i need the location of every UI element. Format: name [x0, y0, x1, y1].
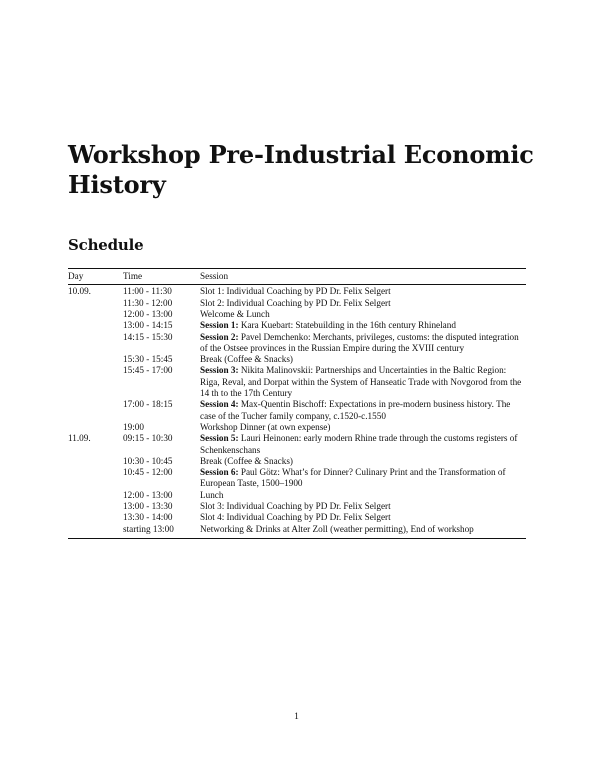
cell-session: [200, 433, 526, 456]
table-row: [68, 286, 526, 297]
cell-time: 12:00 - 13:00: [123, 489, 173, 500]
session-number: Session 3:: [200, 365, 239, 376]
table-row: [68, 365, 526, 399]
session-text: Pavel Demchenko: Merchants, privileges, customs: the disputed integration of the Ostsee provinces in the Russian Empire during the XVIII century: [200, 331, 519, 353]
table-row: [68, 467, 526, 490]
session-number: Session 1:: [200, 320, 239, 331]
table-row: [68, 512, 526, 523]
session-text: Lunch: [200, 489, 224, 500]
session-text: Welcome & Lunch: [200, 308, 270, 319]
page-number: 1: [294, 712, 299, 722]
cell-day: [68, 456, 123, 467]
cell-time: 10:45 - 12:00: [123, 467, 173, 478]
session-number: Session 5:: [200, 433, 239, 444]
session-number: Session 2:: [200, 331, 239, 342]
session-number: Session 6:: [200, 467, 239, 478]
header-session: Session: [200, 271, 229, 282]
session-text: Slot 1: Individual Coaching by PD Dr. Felix Selgert: [200, 286, 391, 297]
header-day: Day: [68, 271, 84, 282]
table-row: [68, 456, 526, 467]
session-text: Slot 4: Individual Coaching by PD Dr. Felix Selgert: [200, 512, 391, 523]
session-text: Break (Coffee & Snacks): [200, 455, 293, 466]
session-number: Session 4:: [200, 399, 239, 410]
cell-time: starting 13:00: [123, 523, 174, 534]
cell-session: [200, 399, 526, 422]
session-text: Paul Götz: What’s for Dinner? Culinary Print and the Transformation of European Taste, 1500–1900: [200, 467, 506, 489]
table-row: [68, 501, 526, 512]
cell-day: [68, 309, 123, 320]
table-row: [68, 433, 526, 456]
session-text: Networking & Drinks at Alter Zoll (weather permitting), End of workshop: [200, 523, 474, 534]
schedule-table: [68, 268, 526, 539]
table-row: [68, 332, 526, 355]
cell-session: [200, 354, 526, 365]
cell-time: 11:00 - 11:30: [123, 286, 172, 297]
cell-day: [68, 298, 123, 309]
table-row: [68, 309, 526, 320]
cell-session: [200, 501, 526, 512]
session-text: Kara Kuebart: Statebuilding in the 16th century Rhineland: [238, 320, 456, 331]
cell-session: [200, 286, 526, 297]
cell-time: 09:15 - 10:30: [123, 433, 173, 444]
session-text: Lauri Heinonen: early modern Rhine trade through the customs registers of Schenkenschans: [200, 433, 518, 455]
cell-session: [200, 309, 526, 320]
cell-day: [68, 422, 123, 433]
cell-day: [68, 501, 123, 512]
table-row: [68, 422, 526, 433]
cell-day: [68, 399, 123, 422]
session-text: Break (Coffee & Snacks): [200, 354, 293, 365]
cell-session: [200, 512, 526, 523]
cell-day: [68, 490, 123, 501]
table-row: [68, 490, 526, 501]
cell-time: 13:00 - 14:15: [123, 320, 173, 331]
session-text: Workshop Dinner (at own expense): [200, 421, 331, 432]
cell-day: 10.09.: [68, 286, 91, 297]
cell-session: [200, 467, 526, 490]
cell-day: [68, 512, 123, 523]
cell-day: [68, 524, 123, 535]
cell-time: 12:00 - 13:00: [123, 308, 173, 319]
cell-session: [200, 365, 526, 399]
cell-session: [200, 490, 526, 501]
table-row: [68, 354, 526, 365]
section-heading: Schedule: [68, 236, 144, 254]
cell-time: 13:30 - 14:00: [123, 512, 173, 523]
table-row: [68, 399, 526, 422]
cell-session: [200, 456, 526, 467]
cell-session: [200, 320, 526, 331]
document-title: Workshop Pre-Industrial Economic History: [68, 140, 534, 199]
cell-day: [68, 320, 123, 331]
session-text: Nikita Malinovskii: Partnerships and Uncertainties in the Baltic Region: Riga, Reval, and Dorpat within the System of Hanseatic Trade with Novgorod from the 14 th to the 17th Century: [200, 365, 522, 399]
cell-session: [200, 298, 526, 309]
cell-day: 11.09.: [68, 433, 91, 444]
table-header-row: [68, 269, 526, 283]
cell-time: 11:30 - 12:00: [123, 297, 173, 308]
cell-time: 10:30 - 10:45: [123, 455, 173, 466]
cell-time: 17:00 - 18:15: [123, 399, 173, 410]
cell-time: 15:30 - 15:45: [123, 354, 173, 365]
table-row: [68, 524, 526, 535]
cell-time: 15:45 - 17:00: [123, 365, 173, 376]
cell-session: [200, 332, 526, 355]
cell-time: 19:00: [123, 421, 144, 432]
session-text: Slot 2: Individual Coaching by PD Dr. Felix Selgert: [200, 297, 391, 308]
table-bottom-rule: [68, 538, 526, 539]
header-time: Time: [123, 271, 143, 282]
cell-time: 14:15 - 15:30: [123, 331, 173, 342]
cell-day: [68, 354, 123, 365]
cell-day: [68, 365, 123, 399]
cell-time: 13:00 - 13:30: [123, 501, 173, 512]
table-row: [68, 320, 526, 331]
cell-day: [68, 467, 123, 490]
table-row: [68, 298, 526, 309]
session-text: Slot 3: Individual Coaching by PD Dr. Felix Selgert: [200, 501, 391, 512]
cell-session: [200, 422, 526, 433]
table-body: [68, 284, 526, 538]
cell-session: [200, 524, 526, 535]
session-text: Max-Quentin Bischoff: Expectations in pre-modern business history. The case of the Tucher family company, c.1520-c.1550: [200, 399, 511, 421]
cell-day: [68, 332, 123, 355]
